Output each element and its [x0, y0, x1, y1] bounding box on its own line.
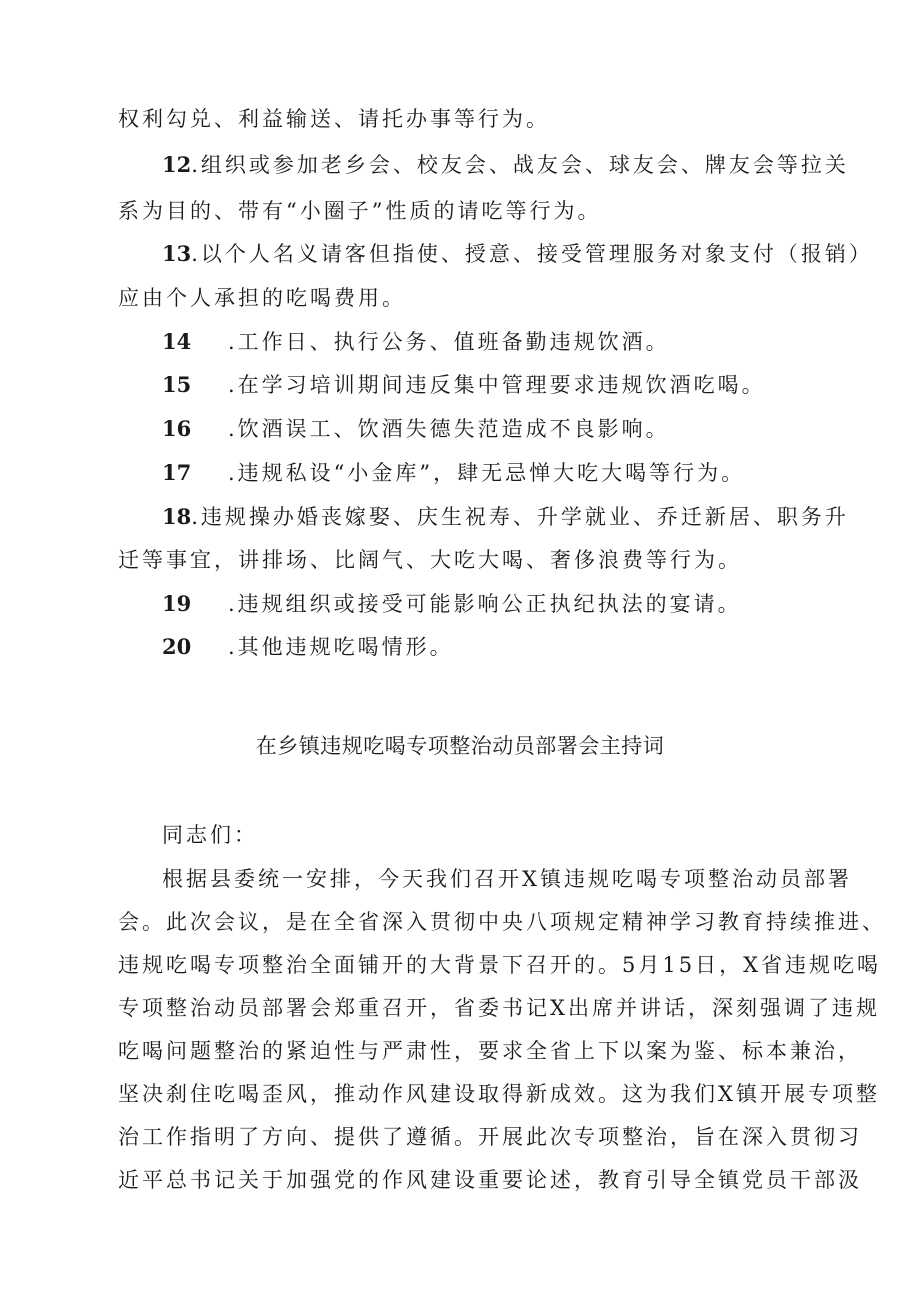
list-text: .违规操办婚丧嫁娶、庆生祝寿、升学就业、乔迁新居、职务升 — [191, 505, 849, 529]
body-line: 专项整治动员部署会郑重召开，省委书记X出席并讲话，深刻强调了违规 — [118, 996, 880, 1020]
body-line: 违规吃喝专项整治全面铺开的大背景下召开的。5月15日，X省违规吃喝 — [118, 953, 882, 977]
document-title: 在乡镇违规吃喝专项整治动员部署会主持词 — [255, 734, 665, 758]
list-number: 12 — [162, 152, 192, 177]
body-line: 吃喝问题整治的紧迫性与严肃性，要求全省上下以案为鉴、标本兼治， — [118, 1039, 862, 1063]
list-number: 18 — [162, 504, 192, 529]
list-item-19 — [162, 589, 882, 619]
list-text: .饮酒误工、饮酒失德失范造成不良影响。 — [228, 417, 670, 441]
body-line: 治工作指明了方向、提供了遵循。开展此次专项整治，旨在深入贯彻习 — [118, 1125, 862, 1149]
list-text: .组织或参加老乡会、校友会、战友会、球友会、牌友会等拉关 — [191, 153, 849, 177]
list-line — [118, 196, 838, 226]
list-item-20 — [162, 632, 882, 662]
list-number: 13 — [162, 241, 192, 266]
list-text: 迁等事宜，讲排场、比阔气、大吃大喝、奢侈浪费等行为。 — [118, 548, 742, 572]
list-item-17 — [162, 458, 882, 488]
list-item-14 — [162, 327, 882, 357]
salutation: 同志们： — [162, 823, 258, 847]
list-text: .在学习培训期间违反集中管理要求违规饮酒吃喝。 — [228, 373, 766, 397]
list-text: .以个人名义请客但指使、授意、接受管理服务对象支付（报销） — [191, 242, 873, 266]
list-text: 应由个人承担的吃喝费用。 — [118, 286, 406, 310]
list-text: 系为目的、带有“小圈子”性质的请吃等行为。 — [118, 199, 602, 223]
list-number: 15 — [162, 372, 192, 397]
body-line: 会。此次会议，是在全省深入贯彻中央八项规定精神学习教育持续推进、 — [118, 910, 886, 934]
body-line: 近平总书记关于加强党的作风建设重要论述，教育引导全镇党员干部汲 — [118, 1168, 862, 1192]
list-item-13 — [162, 239, 882, 269]
list-number: 19 — [162, 591, 192, 616]
list-item-16 — [162, 414, 882, 444]
list-number: 14 — [162, 329, 192, 354]
list-text: 权利勾兑、利益输送、请托办事等行为。 — [118, 107, 550, 131]
list-number: 16 — [162, 416, 192, 441]
list-line — [118, 104, 838, 134]
list-text: .违规私设“小金库”，肆无忌惮大吃大喝等行为。 — [228, 461, 746, 485]
list-item-15 — [162, 370, 882, 400]
list-text: .工作日、执行公务、值班备勤违规饮酒。 — [228, 330, 670, 354]
list-line — [118, 283, 838, 313]
list-text: .其他违规吃喝情形。 — [228, 635, 454, 659]
list-number: 17 — [162, 460, 192, 485]
body-line: 坚决刹住吃喝歪风，推动作风建设取得新成效。这为我们X镇开展专项整 — [118, 1082, 880, 1106]
body-line: 根据县委统一安排，今天我们召开X镇违规吃喝专项整治动员部署 — [162, 867, 852, 891]
list-item-12 — [162, 150, 882, 180]
list-number: 20 — [162, 634, 192, 659]
list-item-18 — [162, 502, 882, 532]
list-line — [118, 545, 838, 575]
list-text: .违规组织或接受可能影响公正执纪执法的宴请。 — [228, 592, 742, 616]
